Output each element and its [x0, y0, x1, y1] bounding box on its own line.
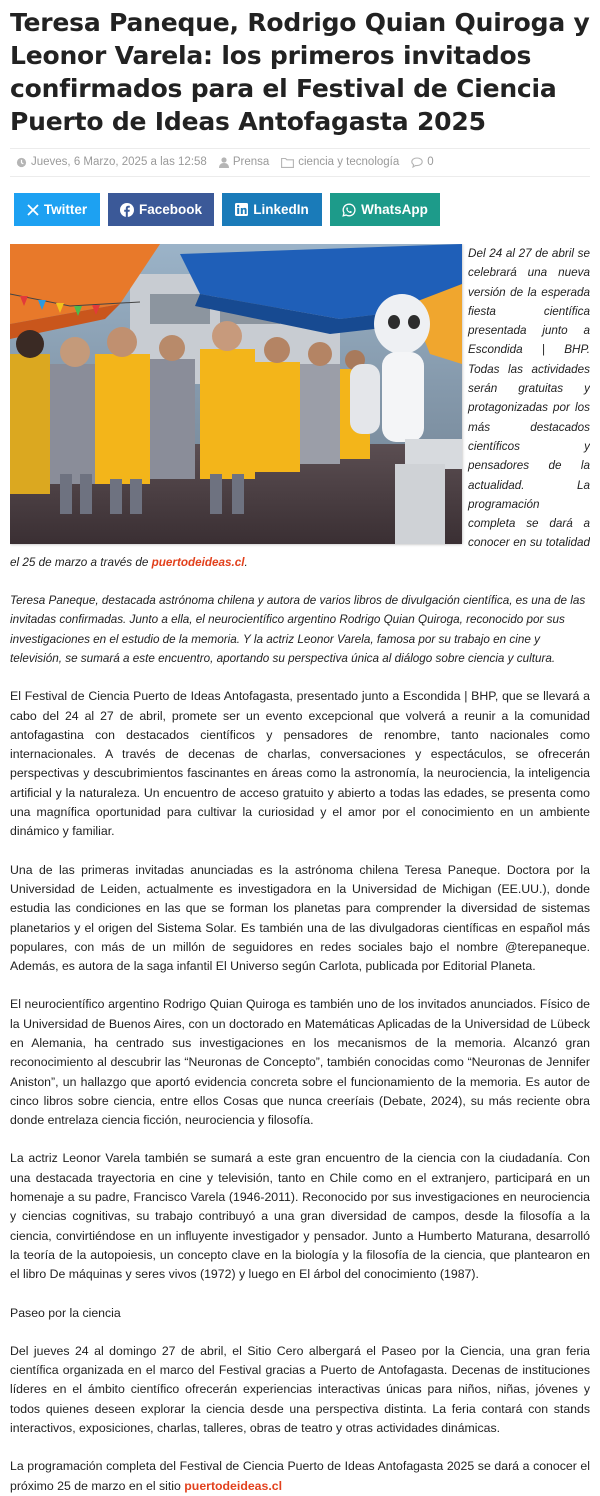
lead-text: Del 24 al 27 de abril se celebrará una nueva versión de la esperada fiesta científica presentada junto a Escondida | BHP. Todas las actividades serán gratuitas y protagonizadas por los más destacados científicos y pensadores de la actualidad. La programación completa se dará a conocer en su totalidad el 25 de marzo a través de: [10, 247, 590, 569]
meta-category-link[interactable]: ciencia y tecnología: [298, 156, 400, 168]
clock-icon: [16, 157, 27, 168]
body-paragraph-3: El neurocientífico argentino Rodrigo Quian Quiroga es también uno de los invitados anunciados. Físico de la Universidad de Buenos Aires, con un doctorado en Matemáticas Aplicadas de la Universidad de Lübeck en Alemania, ha centrado sus investigaciones en los mecanismos de la memoria. Alcanzó gran reconocimiento al descubrir las “Neuronas de Concepto”, también conocidas como “Neuronas de Jennifer Aniston”, un hallazgo que aportó evidencia concreta sobre el funcionamiento de la memoria. Es autor de cinco libros sobre ciencia, entre ellos Cosas que nunca creeríais (Debate, 2024), su más reciente obra donde entrelaza ciencia ficción, neurociencia y filosofía.: [10, 997, 590, 1128]
x-logo-icon: [27, 204, 39, 216]
section-heading: Paseo por la ciencia: [10, 1305, 121, 1320]
lead-block: [10, 244, 590, 572]
closing-text: La programación completa del Festival de Ciencia Puerto de Ideas Antofagasta 2025 se dará a conocer el próximo 25 de marzo en el sitio: [10, 1459, 590, 1493]
meta-author-text[interactable]: Prensa: [232, 156, 270, 168]
article-photo[interactable]: [10, 244, 462, 544]
facebook-share-button[interactable]: [108, 193, 214, 226]
meta-comments-count[interactable]: 0: [427, 156, 434, 168]
article-body: [10, 687, 590, 1496]
body-paragraph-1: El Festival de Ciencia Puerto de Ideas Antofagasta, presentado junto a Escondida | BHP, que se llevará a cabo del 24 al 27 de abril, promete ser un evento excepcional que volverá a reunir a la comunidad antofagastina con destacados científicos y pensadores de renombre, tanto nacionales como internacionales. A través de decenas de charlas, conversaciones y espectáculos, se ofrecerán perspectivas y descubrimientos fascinantes en áreas como la astronomía, la neurociencia, la inteligencia artificial y la naturaleza. Un encuentro de acceso gratuito y abierto a todas las edades, se presenta como una magnífica oportunidad para cultivar la curiosidad y el amor por el conocimiento en un ambiente dinámico y familiar.: [10, 689, 590, 839]
linkedin-label: LinkedIn: [253, 202, 309, 217]
meta-date: [16, 156, 207, 168]
meta-author[interactable]: [219, 156, 269, 168]
facebook-label: Facebook: [138, 202, 203, 217]
whatsapp-share-button[interactable]: [330, 193, 440, 226]
whatsapp-label: WhatsApp: [361, 202, 428, 217]
closing-link[interactable]: puertodeideas.cl: [184, 1478, 283, 1493]
folder-icon: [281, 157, 294, 168]
photo-illustration: [10, 244, 462, 544]
comment-icon: [411, 157, 423, 168]
whatsapp-icon: [342, 203, 356, 217]
lead-link[interactable]: puertodeideas.cl: [151, 555, 245, 569]
linkedin-share-button[interactable]: [222, 193, 322, 226]
facebook-icon: [120, 203, 134, 217]
meta-category[interactable]: [281, 156, 399, 168]
body-paragraph-4: La actriz Leonor Varela también se sumará a este gran encuentro de la ciencia con la ciudadanía. Con una destacada trayectoria en cine y televisión, tanto en Chile como en el extranjero, participará en un homenaje a su padre, Francisco Varela (1946-2011). Reconocido por sus investigaciones en neurociencia y ciencias cognitivas, su trabajo contribuyó a una gran diversidad de campos, desde la filosofía a la ciencia, convirtiéndose en un influyente investigador y pensador. Junto a Humberto Maturana, desarrolló la teoría de la autopoiesis, un concepto clave en la biología y la filosofía de la ciencia, que plantearon en el libro De máquinas y seres vivos (1972) y luego en El árbol del conocimiento (1987).: [10, 1151, 590, 1282]
share-bar: [14, 193, 590, 226]
twitter-share-button[interactable]: [14, 193, 100, 226]
meta-date-text: Jueves, 6 Marzo, 2025 a las 12:58: [31, 156, 207, 168]
article-meta: [10, 148, 590, 177]
closing-paragraph: [10, 1457, 590, 1496]
meta-comments[interactable]: [411, 156, 433, 168]
linkedin-icon: [235, 203, 248, 216]
twitter-label: Twitter: [43, 202, 88, 217]
body-paragraph-2: Una de las primeras invitadas anunciadas es la astrónoma chilena Teresa Paneque. Doctora por la Universidad de Leiden, actualmente es investigadora en la Universidad de Michigan (EE.UU.), donde estudia las condiciones en las que se forman los planetas para comprender la diversidad de sistemas planetarios y el origen del Sistema Solar. Es también una de las divulgadoras científicas en español más populares, con más de un millón de seguidores en redes sociales bajo el nombre @terepaneque. Además, es autora de la saga infantil El Universo según Carlota, publicada por Editorial Planeta.: [10, 862, 590, 974]
lead-end: .: [244, 555, 248, 569]
body-paragraph-5: Del jueves 24 al domingo 27 de abril, el Sitio Cero albergará el Paseo por la Ciencia, una gran feria científica organizada en el marco del Festival gracias a Puerto de Antofagasta. Decenas de instituciones líderes en el ámbito científico ofrecerán experiencias interactivas únicas para niños, niñas, jóvenes y todos quienes deseen explorar la ciencia desde una perspectiva distinta. La feria contará con stands interactivos, exposiciones, charlas, talleres, obras de teatro y otras actividades dinámicas.: [10, 1343, 590, 1436]
article-title: Teresa Paneque, Rodrigo Quian Quiroga y Leonor Varela: los primeros invitados confirmados para el Festival de Ciencia Puerto de Ideas Antofagasta 2025: [10, 8, 590, 136]
user-icon: [219, 157, 229, 168]
intro-paragraph: Teresa Paneque, destacada astrónoma chilena y autora de varios libros de divulgación científica, es una de las invitadas confirmadas. Junto a ella, el neurocientífico argentino Rodrigo Quian Quiroga, reconocido por sus investigaciones en el estudio de la memoria. Y la actriz Leonor Varela, famosa por su trabajo en cine y televisión, se sumará a este encuentro, aportando su perspectiva única al diálogo sobre ciencia y cultura.: [10, 594, 586, 665]
